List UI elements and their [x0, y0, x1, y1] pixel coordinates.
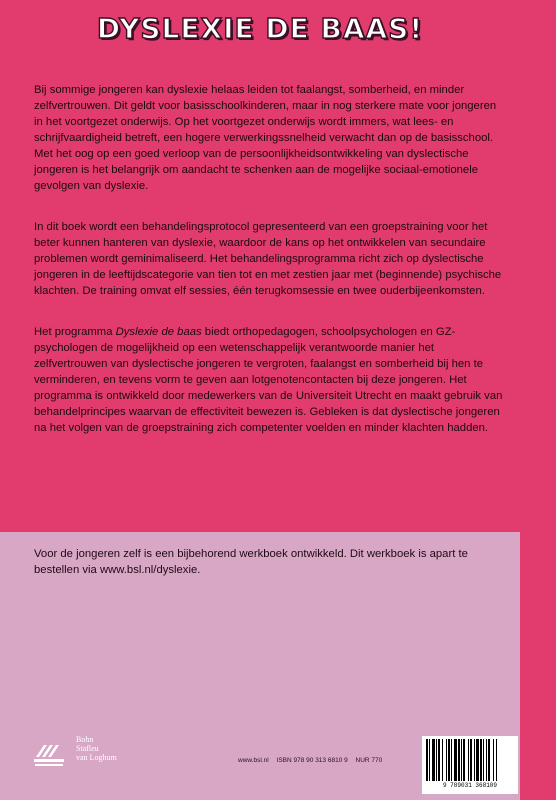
paragraph-3-rest: biedt orthopedagogen, schoolpsychologen en GZ-psychologen de mogelijkheid op een wetenschappelijk verantwoorde manier het zelfvertrouwen van dyslectische jongeren te vergroten, faalangst en somberheid bij hen te verminderen, en tevens vorm te geven aan lotgenotencontacten bij deze jongeren. Het programma is ontwikkeld door medewerkers van de Universiteit Utrecht en maakt gebruik van behandelprincipes waarvan de effectiviteit bewezen is. Gebleken is dat dyslectische jongeren na het volgen van de groepstraining zich competenter voelden en minder klachten hadden.	[34, 326, 503, 434]
publisher-name-line-3: van Loghum	[76, 753, 117, 762]
publisher-name	[76, 735, 117, 762]
imprint-line	[238, 757, 388, 764]
publisher-name-line-1: Bohn	[76, 735, 94, 744]
publisher-website: www.bsl.nl	[238, 757, 269, 764]
barcode-bar	[496, 739, 497, 781]
barcode-number: 9 789031 368109	[442, 782, 497, 789]
barcode-bar	[468, 739, 469, 781]
right-stripe	[520, 0, 556, 800]
barcode-bar	[488, 739, 490, 781]
barcode-bar	[454, 739, 457, 781]
barcode-bar	[432, 739, 435, 781]
paragraph-1: Bij sommige jongeren kan dyslexie helaas leiden tot faalangst, somberheid, en minder zelfvertrouwen. Dit geldt voor basisschoolkinderen, maar in nog sterkere mate voor jongeren in het voortgezet onderwijs. Op het voortgezet onderwijs wordt immers, wat lees- en schrijfvaardigheid betreft, een hogere verwerkingssnelheid verwacht dan op de basisschool. Met het oog op een goed verloop van de persoonlijkheidsontwikkeling van dyslectische jongeren is het belangrijk om aandacht te schenken aan de mogelijke sociaal-emotionele gevolgen van dyslexie.	[34, 84, 497, 192]
publisher-logo	[32, 735, 142, 775]
nur-code: NUR 770	[355, 757, 383, 764]
programme-title: Dyslexie de baas	[115, 326, 202, 338]
barcode-bar	[493, 739, 494, 781]
barcode-bar	[458, 739, 460, 781]
barcode-bar	[442, 739, 443, 781]
barcode-bar	[463, 739, 465, 781]
paragraph-2: In dit boek wordt een behandelingsprotocol gepresenteerd van een groepstraining voor het beter kunnen hanteren van dyslexie, waardoor de kans op het ontwikkelen van secundaire problemen wordt geminimaliseerd. Het behandelingsprogramma richt zich op dyslectische jongeren in de leeftijdscategorie van tien tot en met zestien jaar met (beginnende) psychische klachten. De training omvat elf sessies, één terugkomsessie en twee ouderbijeenkomsten.	[34, 221, 502, 297]
barcode-bar	[480, 739, 482, 781]
paragraph-3-intro: Het programma	[34, 326, 116, 338]
publisher-name-line-2: Stafleu	[76, 744, 99, 753]
barcode-bar	[426, 739, 428, 781]
isbn: ISBN 978 90 313 6810 9	[276, 757, 348, 764]
barcode-bar	[474, 739, 475, 781]
workbook-note: Voor de jongeren zelf is een bijbehorend werkboek ontwikkeld. Dit werkboek is apart te bestellen via www.bsl.nl/dyslexie.	[34, 548, 468, 576]
barcode-bars	[425, 739, 515, 781]
barcode-bar	[476, 739, 479, 781]
barcode	[422, 736, 518, 794]
barcode-bar	[483, 739, 484, 781]
publisher-logo-icon	[32, 737, 66, 767]
cover-title: DYSLEXIE DE BAAS!	[96, 12, 424, 45]
barcode-bar	[429, 739, 430, 781]
back-cover-text	[34, 82, 504, 436]
barcode-bar	[461, 739, 462, 781]
barcode-bar	[470, 739, 472, 781]
barcode-bar	[438, 739, 440, 781]
barcode-bar	[486, 739, 487, 781]
barcode-bar	[451, 739, 452, 781]
barcode-bar	[448, 739, 450, 781]
paragraph-3	[34, 324, 504, 436]
barcode-bar	[446, 739, 447, 781]
barcode-bar	[436, 739, 437, 781]
